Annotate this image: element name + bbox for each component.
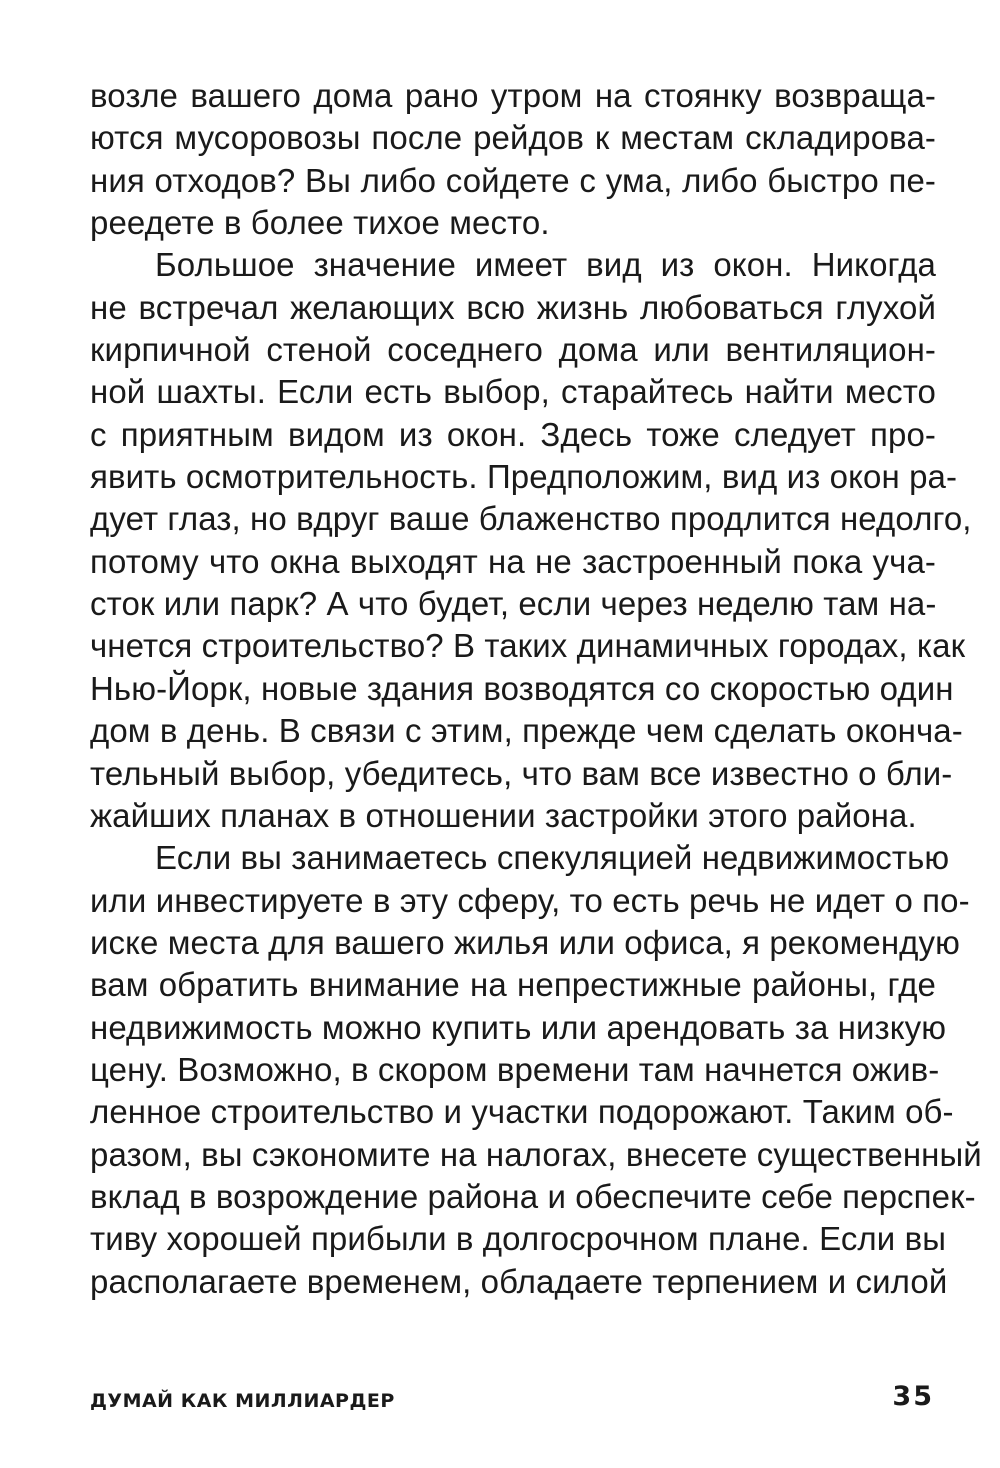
text-line: Если вы занимаетесь спекуляцией недвижимостью (155, 839, 950, 877)
page-body-text (90, 75, 982, 1303)
text-line: дом в день. В связи с этим, прежде чем сделать оконча- (90, 712, 963, 750)
text-line: кирпичной стеной соседнего дома или вентиляцион- (90, 331, 936, 369)
page-number: 35 (892, 1381, 934, 1412)
text-line: ются мусоровозы после рейдов к местам складирова- (90, 119, 936, 157)
text-line: иске места для вашего жилья или офиса, я рекомендую (90, 923, 960, 961)
running-footer-title: ДУМАЙ КАК МИЛЛИАРДЕР (90, 1390, 395, 1412)
text-line: сток или парк? А что будет, если через неделю там на- (90, 585, 937, 623)
text-line: вам обратить внимание на непрестижные районы, где (90, 966, 936, 1004)
text-line: реедете в более тихое место. (90, 204, 550, 242)
text-line: ной шахты. Если есть выбор, старайтесь найти место (90, 373, 936, 411)
text-line: ленное строительство и участки подорожают. Таким об- (90, 1093, 954, 1131)
text-line: или инвестируете в эту сферу, то есть речь не идет о по- (90, 881, 970, 919)
text-line: цену. Возможно, в скором времени там начнется ожив- (90, 1050, 940, 1088)
text-line: явить осмотрительность. Предположим, вид из окон ра- (90, 458, 958, 496)
text-line: возле вашего дома рано утром на стоянку возвраща- (90, 77, 936, 114)
text-line: вклад в возрождение района и обеспечите себе перспек- (90, 1177, 976, 1215)
text-line: дует глаз, но вдруг ваше блаженство продлится недолго, (90, 500, 972, 538)
text-line: Большое значение имеет вид из окон. Никогда (155, 246, 936, 284)
text-line: недвижимость можно купить или арендовать за низкую (90, 1008, 947, 1046)
text-line: ния отходов? Вы либо сойдете с ума, либо быстро пе- (90, 161, 936, 199)
text-line: чнется строительство? В таких динамичных городах, как (90, 627, 966, 665)
text-line: разом, вы сэкономите на налогах, внесете существенный (90, 1135, 982, 1173)
text-line: тиву хорошей прибыли в долгосрочном плане. Если вы (90, 1220, 947, 1258)
text-line: с приятным видом из окон. Здесь тоже следует про- (90, 415, 936, 453)
text-line: располагаете временем, обладаете терпением и силой (90, 1262, 948, 1300)
text-line: тельный выбор, убедитесь, что вам все известно о бли- (90, 754, 953, 792)
text-line: не встречал желающих всю жизнь любоваться глухой (90, 288, 936, 326)
text-line: жайших планах в отношении застройки этого района. (90, 796, 917, 834)
text-line: Нью-Йорк, новые здания возводятся со скоростью один (90, 669, 954, 707)
text-line: потому что окна выходят на не застроенный пока уча- (90, 542, 936, 580)
